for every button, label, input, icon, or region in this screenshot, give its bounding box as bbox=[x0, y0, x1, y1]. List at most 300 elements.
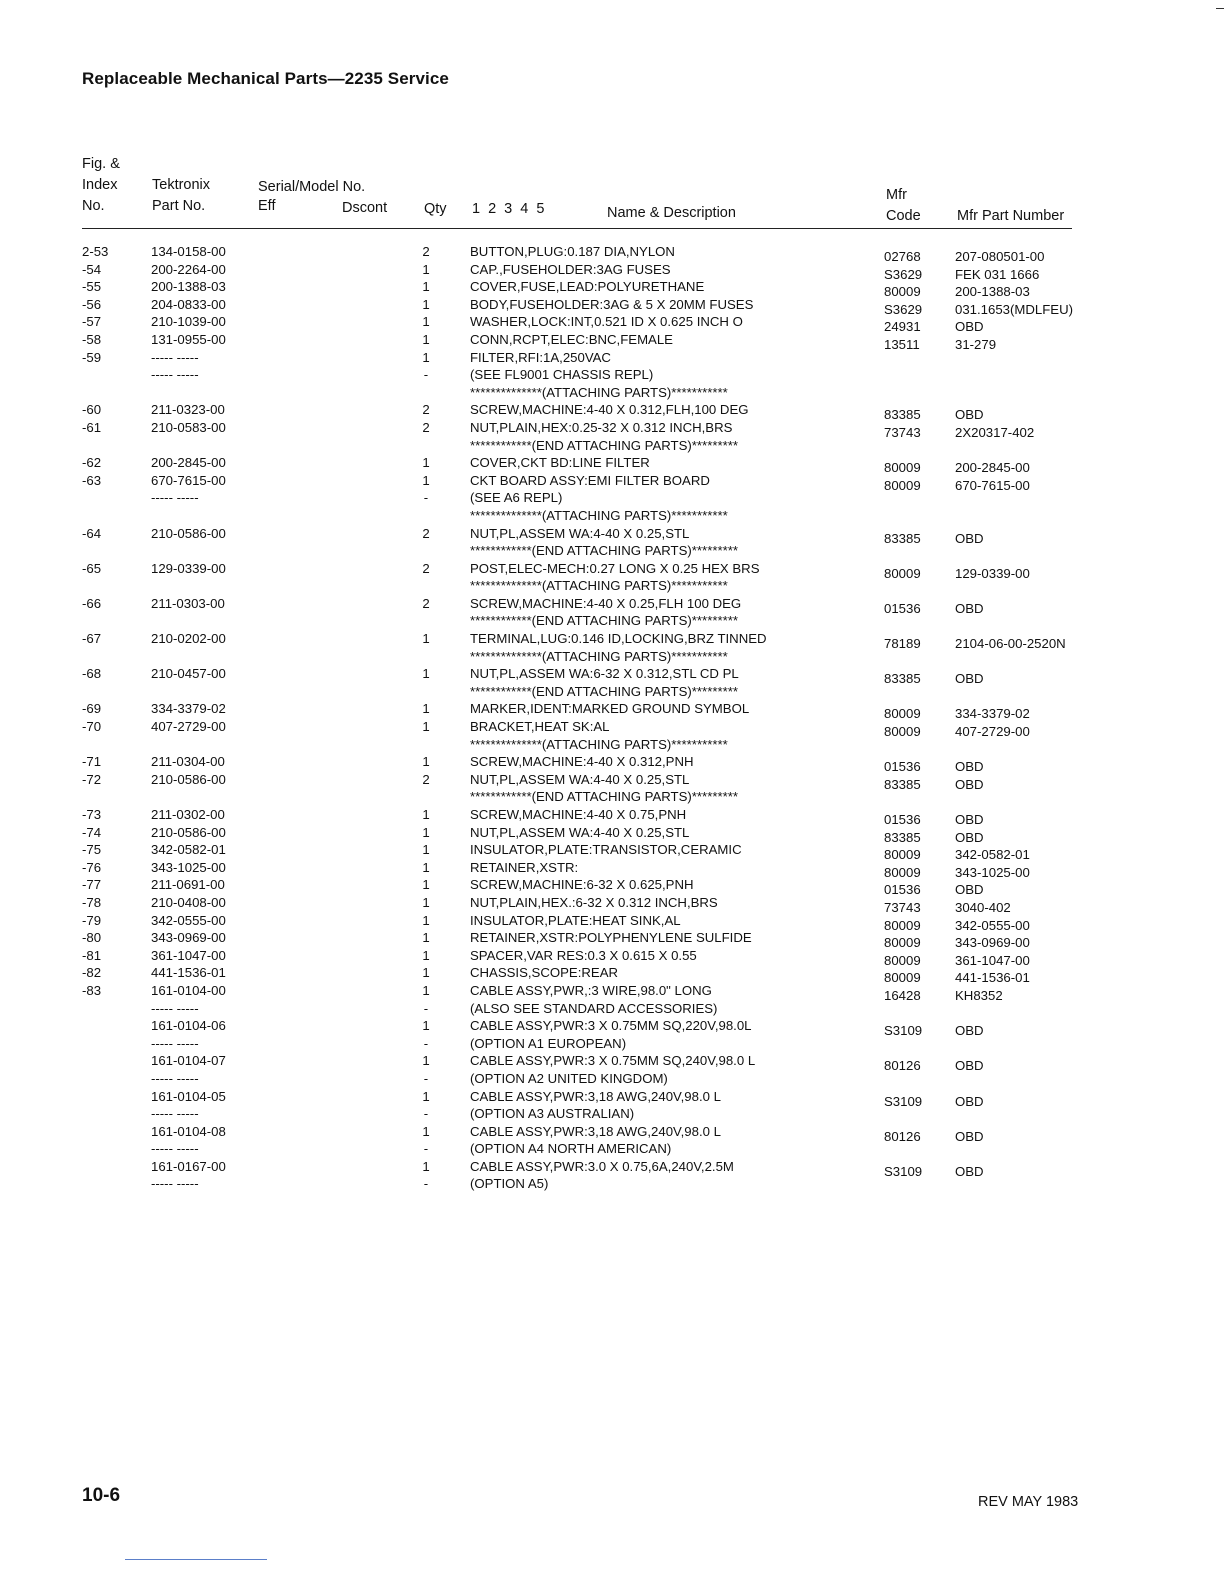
index-cell: -61 bbox=[82, 419, 102, 435]
part-number-cell: ----- ----- bbox=[151, 1141, 199, 1157]
mfr-code-cell: 13511 bbox=[884, 336, 920, 352]
mfr-code-cell: S3109 bbox=[884, 1163, 923, 1179]
mfr-part-number-cell: 342-0555-00 bbox=[955, 917, 1030, 933]
description-cell: CABLE ASSY,PWR:3 X 0.75MM SQ,240V,98.0 L bbox=[470, 1053, 756, 1069]
part-number-cell: 210-0586-00 bbox=[151, 525, 226, 541]
description-cell: CABLE ASSY,PWR:3 X 0.75MM SQ,220V,98.0L bbox=[470, 1018, 752, 1034]
table-row bbox=[0, 366, 1224, 384]
qty-cell: 1 bbox=[422, 261, 430, 277]
mfr-part-number-cell: OBD bbox=[955, 812, 984, 827]
mfr-code-cell: 73743 bbox=[884, 899, 921, 915]
mfr-part-number-cell: OBD bbox=[955, 407, 984, 423]
part-number-cell: 210-0457-00 bbox=[151, 666, 226, 682]
qty-cell: - bbox=[423, 1106, 429, 1122]
table-row bbox=[0, 1088, 1224, 1109]
qty-cell: 1 bbox=[422, 859, 430, 875]
index-cell: -80 bbox=[82, 930, 102, 946]
column-header-mpn: Mfr Part Number bbox=[957, 208, 1065, 224]
mfr-code-cell: 80009 bbox=[884, 847, 921, 863]
mfr-code-cell: 80009 bbox=[884, 864, 921, 880]
description-cell: NUT,PL,ASSEM WA:4-40 X 0.25,STL bbox=[470, 525, 690, 541]
mfr-code-cell: 01536 bbox=[884, 759, 921, 775]
mfr-code-cell: 83385 bbox=[884, 829, 921, 845]
description-cell: RETAINER,XSTR:POLYPHENYLENE SULFIDE bbox=[470, 930, 752, 946]
mfr-part-number-cell: OBD bbox=[955, 1093, 984, 1109]
index-cell: -56 bbox=[82, 296, 102, 312]
bottom-link-underline bbox=[125, 1559, 267, 1560]
index-cell: -79 bbox=[82, 912, 102, 928]
table-row bbox=[0, 700, 1224, 722]
part-number-cell: ----- ----- bbox=[151, 367, 199, 383]
part-number-cell: 211-0303-00 bbox=[151, 595, 225, 611]
table-row bbox=[0, 894, 1224, 915]
mfr-code-cell: 16428 bbox=[884, 987, 921, 1003]
header-rule bbox=[82, 228, 1072, 229]
mfr-part-number-cell: OBD bbox=[955, 829, 984, 845]
part-number-cell: 407-2729-00 bbox=[151, 719, 226, 735]
mfr-part-number-cell: OBD bbox=[955, 319, 984, 335]
description-cell: SPACER,VAR RES:0.3 X 0.615 X 0.55 bbox=[470, 947, 697, 963]
description-cell: **************(ATTACHING PARTS)*********** bbox=[470, 736, 728, 752]
table-row bbox=[0, 560, 1224, 581]
table-row bbox=[0, 630, 1224, 652]
qty-cell: 1 bbox=[422, 455, 430, 471]
mfr-part-number-cell: 200-1388-03 bbox=[955, 284, 1030, 300]
qty-cell: - bbox=[423, 1070, 429, 1086]
description-cell: CHASSIS,SCOPE:REAR bbox=[470, 965, 619, 981]
table-row bbox=[0, 824, 1224, 845]
index-cell: -69 bbox=[82, 701, 102, 717]
revision-date: REV MAY 1983 bbox=[978, 1494, 1079, 1510]
mfr-part-number-cell: FEK 031 1666 bbox=[955, 266, 1040, 282]
qty-cell: 1 bbox=[422, 947, 430, 963]
part-number-cell: 200-2845-00 bbox=[151, 455, 226, 471]
mfr-code-cell: 80009 bbox=[884, 284, 921, 300]
mfr-code-cell: 80009 bbox=[884, 935, 921, 951]
index-cell: -74 bbox=[82, 824, 102, 840]
description-cell: CABLE ASSY,PWR:3.0 X 0.75,6A,240V,2.5M bbox=[470, 1158, 734, 1174]
description-cell: INSULATOR,PLATE:HEAT SINK,AL bbox=[470, 912, 681, 928]
mfr-code-cell: 80009 bbox=[884, 460, 921, 476]
description-cell: MARKER,IDENT:MARKED GROUND SYMBOL bbox=[470, 701, 750, 717]
mfr-code-cell: S3629 bbox=[884, 266, 923, 282]
part-number-cell: 161-0104-07 bbox=[151, 1053, 226, 1069]
column-header-index-line2: Index bbox=[82, 177, 118, 193]
index-cell: -81 bbox=[82, 947, 102, 963]
column-header-serial: Serial/Model No. bbox=[258, 179, 366, 195]
column-header-name: Name & Description bbox=[607, 205, 736, 221]
page-number: 10-6 bbox=[82, 1485, 121, 1506]
table-row bbox=[0, 1158, 1224, 1179]
mfr-part-number-cell: 441-1536-01 bbox=[955, 970, 1030, 986]
qty-cell: 1 bbox=[422, 331, 430, 347]
mfr-code-cell: 02768 bbox=[884, 249, 921, 264]
table-row bbox=[0, 683, 1224, 701]
corner-mark bbox=[1216, 8, 1224, 9]
column-header-mfr bbox=[886, 185, 921, 227]
description-cell: **************(ATTACHING PARTS)*********** bbox=[470, 507, 728, 523]
qty-cell: 1 bbox=[422, 631, 430, 647]
mfr-code-cell: 01536 bbox=[884, 600, 921, 616]
qty-cell: - bbox=[423, 367, 429, 383]
table-row bbox=[0, 841, 1224, 863]
description-cell: CABLE ASSY,PWR:3,18 AWG,240V,98.0 L bbox=[470, 1088, 721, 1104]
index-cell: -68 bbox=[82, 666, 102, 682]
index-cell: -78 bbox=[82, 894, 102, 910]
column-header-part bbox=[152, 175, 210, 217]
part-number-cell: 210-1039-00 bbox=[151, 314, 226, 330]
description-cell: SCREW,MACHINE:4-40 X 0.25,FLH 100 DEG bbox=[470, 595, 742, 611]
table-row bbox=[0, 612, 1224, 630]
part-number-cell: 361-1047-00 bbox=[151, 947, 226, 963]
mfr-code-cell: 01536 bbox=[884, 812, 921, 827]
index-cell: -76 bbox=[82, 859, 102, 875]
mfr-code-cell: 80009 bbox=[884, 970, 921, 986]
mfr-part-number-cell: 343-1025-00 bbox=[955, 864, 1030, 880]
mfr-part-number-cell: 670-7615-00 bbox=[955, 477, 1030, 493]
mfr-part-number-cell: 031.1653(MDLFEU) bbox=[955, 301, 1074, 317]
mfr-part-number-cell: OBD bbox=[955, 600, 984, 616]
table-row bbox=[0, 718, 1224, 740]
mfr-part-number-cell: 361-1047-00 bbox=[955, 952, 1030, 968]
description-cell: WASHER,LOCK:INT,0.521 ID X 0.625 INCH O bbox=[470, 314, 743, 330]
mfr-code-cell: 80009 bbox=[884, 706, 921, 722]
description-cell: BODY,FUSEHOLDER:3AG & 5 X 20MM FUSES bbox=[470, 296, 754, 312]
table-row bbox=[0, 1123, 1224, 1144]
table-row bbox=[0, 454, 1224, 476]
table-row bbox=[0, 419, 1224, 440]
part-number-cell: 161-0104-06 bbox=[151, 1018, 226, 1034]
part-number-cell: ----- ----- bbox=[151, 1035, 199, 1051]
description-cell: CONN,RCPT,ELEC:BNC,FEMALE bbox=[470, 331, 673, 347]
column-header-index-line1: Fig. & bbox=[82, 156, 120, 172]
table-row bbox=[0, 577, 1224, 595]
part-number-cell: 161-0167-00 bbox=[151, 1158, 226, 1174]
mfr-code-cell: 78189 bbox=[884, 636, 921, 652]
table-row bbox=[0, 542, 1224, 560]
description-cell: ************(END ATTACHING PARTS)********* bbox=[470, 683, 738, 699]
column-header-index bbox=[82, 154, 120, 217]
qty-cell: 1 bbox=[422, 1053, 430, 1069]
mfr-part-number-cell: 343-0969-00 bbox=[955, 935, 1030, 951]
part-number-cell: ----- ----- bbox=[151, 1070, 199, 1086]
column-header-part-line2: Part No. bbox=[152, 198, 206, 214]
qty-cell: 1 bbox=[422, 1123, 430, 1139]
qty-cell: 1 bbox=[422, 1018, 430, 1034]
part-number-cell: ----- ----- bbox=[151, 1000, 199, 1016]
mfr-part-number-cell: 200-2845-00 bbox=[955, 460, 1030, 476]
mfr-code-cell: 83385 bbox=[884, 776, 921, 792]
index-cell: -77 bbox=[82, 877, 102, 893]
column-header-dscont: Dscont bbox=[342, 200, 388, 216]
index-cell: 2-53 bbox=[82, 244, 109, 259]
qty-cell: 1 bbox=[422, 912, 430, 928]
mfr-part-number-cell: OBD bbox=[955, 759, 984, 775]
table-row bbox=[0, 1035, 1224, 1053]
qty-cell: 1 bbox=[422, 719, 430, 735]
description-cell: ************(END ATTACHING PARTS)********* bbox=[470, 613, 738, 629]
description-cell: (SEE FL9001 CHASSIS REPL) bbox=[470, 367, 654, 383]
description-cell: CABLE ASSY,PWR,:3 WIRE,98.0" LONG bbox=[470, 982, 712, 998]
column-header-eff: Eff bbox=[258, 198, 276, 214]
mfr-code-cell: 73743 bbox=[884, 424, 921, 440]
description-cell: COVER,FUSE,LEAD:POLYURETHANE bbox=[470, 279, 705, 295]
description-cell: SCREW,MACHINE:4-40 X 0.312,FLH,100 DEG bbox=[470, 402, 749, 418]
mfr-code-cell: S3109 bbox=[884, 1023, 923, 1039]
qty-cell: 1 bbox=[422, 279, 430, 295]
index-cell: -62 bbox=[82, 455, 102, 471]
qty-cell: 1 bbox=[422, 894, 430, 910]
mfr-part-number-cell: 207-080501-00 bbox=[955, 249, 1045, 264]
description-cell: POST,ELEC-MECH:0.27 LONG X 0.25 HEX BRS bbox=[470, 560, 760, 576]
index-cell: -65 bbox=[82, 560, 102, 576]
mfr-code-cell: 80126 bbox=[884, 1128, 921, 1144]
description-cell: (OPTION A2 UNITED KINGDOM) bbox=[470, 1070, 668, 1086]
description-cell: (OPTION A4 NORTH AMERICAN) bbox=[470, 1141, 672, 1157]
page-header: Replaceable Mechanical Parts—2235 Service bbox=[82, 69, 449, 88]
mfr-part-number-cell: OBD bbox=[955, 1163, 984, 1179]
index-cell: -71 bbox=[82, 754, 102, 770]
description-cell: **************(ATTACHING PARTS)*********** bbox=[470, 578, 728, 594]
qty-cell: 1 bbox=[422, 1088, 430, 1104]
qty-cell: 2 bbox=[422, 771, 430, 787]
mfr-part-number-cell: OBD bbox=[955, 1023, 984, 1039]
qty-cell: 1 bbox=[422, 930, 430, 946]
description-cell: CAP.,FUSEHOLDER:3AG FUSES bbox=[470, 261, 671, 277]
description-cell: ************(END ATTACHING PARTS)********* bbox=[470, 789, 738, 805]
table-row bbox=[0, 313, 1224, 335]
qty-cell: - bbox=[423, 1176, 429, 1192]
qty-cell: 2 bbox=[422, 560, 430, 576]
table-row bbox=[0, 736, 1224, 754]
index-cell: -58 bbox=[82, 331, 102, 347]
qty-cell: - bbox=[423, 1000, 429, 1016]
table-row bbox=[0, 859, 1224, 880]
index-cell: -72 bbox=[82, 771, 102, 787]
description-cell: FILTER,RFI:1A,250VAC bbox=[470, 349, 611, 365]
mfr-code-cell: 80009 bbox=[884, 565, 921, 581]
parts-table bbox=[0, 243, 1224, 1193]
table-row bbox=[0, 595, 1224, 616]
part-number-cell: 200-2264-00 bbox=[151, 261, 226, 277]
qty-cell: 1 bbox=[422, 1158, 430, 1174]
description-cell: CABLE ASSY,PWR:3,18 AWG,240V,98.0 L bbox=[470, 1123, 721, 1139]
mfr-part-number-cell: OBD bbox=[955, 530, 984, 546]
table-row bbox=[0, 437, 1224, 455]
description-cell: **************(ATTACHING PARTS)*********** bbox=[470, 384, 728, 400]
part-number-cell: 342-0555-00 bbox=[151, 912, 226, 928]
qty-cell: 1 bbox=[422, 982, 430, 998]
description-cell: (OPTION A1 EUROPEAN) bbox=[470, 1035, 627, 1051]
qty-cell: - bbox=[423, 490, 429, 506]
description-cell: SCREW,MACHINE:6-32 X 0.625,PNH bbox=[470, 877, 694, 893]
part-number-cell: 441-1536-01 bbox=[151, 965, 226, 981]
part-number-cell: 343-0969-00 bbox=[151, 930, 226, 946]
qty-cell: 2 bbox=[422, 419, 430, 435]
part-number-cell: 211-0304-00 bbox=[151, 754, 225, 770]
table-row bbox=[0, 331, 1224, 352]
part-number-cell: 210-0583-00 bbox=[151, 419, 226, 435]
part-number-cell: 161-0104-00 bbox=[151, 982, 226, 998]
table-row bbox=[0, 507, 1224, 525]
mfr-code-cell: 83385 bbox=[884, 407, 921, 423]
part-number-cell: 161-0104-08 bbox=[151, 1123, 226, 1139]
mfr-part-number-cell: 31-279 bbox=[955, 336, 997, 352]
part-number-cell: 210-0586-00 bbox=[151, 824, 226, 840]
index-cell: -55 bbox=[82, 279, 102, 295]
part-number-cell: 334-3379-02 bbox=[151, 701, 226, 717]
description-cell: ************(END ATTACHING PARTS)********* bbox=[470, 437, 738, 453]
mfr-part-number-cell: OBD bbox=[955, 882, 984, 898]
part-number-cell: 343-1025-00 bbox=[151, 859, 226, 875]
mfr-part-number-cell: KH8352 bbox=[955, 987, 1003, 1003]
table-row bbox=[0, 1017, 1224, 1039]
index-cell: -64 bbox=[82, 525, 102, 541]
table-row bbox=[0, 982, 1224, 1003]
mfr-code-cell: 80126 bbox=[884, 1058, 921, 1074]
qty-cell: 2 bbox=[422, 525, 430, 541]
qty-cell: 1 bbox=[422, 807, 430, 822]
table-row bbox=[0, 1140, 1224, 1158]
mfr-code-cell: S3629 bbox=[884, 301, 923, 317]
description-cell: ************(END ATTACHING PARTS)********* bbox=[470, 543, 738, 559]
qty-cell: 1 bbox=[422, 472, 430, 488]
mfr-part-number-cell: 129-0339-00 bbox=[955, 565, 1030, 581]
table-row bbox=[0, 929, 1224, 951]
qty-cell: 1 bbox=[422, 965, 430, 981]
table-row bbox=[0, 912, 1224, 933]
table-row bbox=[0, 525, 1224, 546]
index-cell: -67 bbox=[82, 631, 102, 647]
description-cell: (SEE A6 REPL) bbox=[470, 490, 563, 506]
description-cell: (OPTION A3 AUSTRALIAN) bbox=[470, 1106, 635, 1122]
table-row bbox=[0, 401, 1224, 423]
index-cell: -59 bbox=[82, 349, 102, 365]
description-cell: SCREW,MACHINE:4-40 X 0.75,PNH bbox=[470, 807, 687, 822]
table-row bbox=[0, 384, 1224, 402]
qty-cell: 2 bbox=[422, 595, 430, 611]
table-row bbox=[0, 665, 1224, 687]
column-header-qty: Qty bbox=[424, 201, 447, 217]
mfr-part-number-cell: 342-0582-01 bbox=[955, 847, 1030, 863]
index-cell: -82 bbox=[82, 965, 102, 981]
index-cell: -73 bbox=[82, 807, 102, 822]
qty-cell: 1 bbox=[422, 842, 430, 858]
qty-cell: - bbox=[423, 1035, 429, 1051]
description-cell: (OPTION A5) bbox=[470, 1176, 549, 1192]
column-header-index-line3: No. bbox=[82, 198, 105, 214]
mfr-part-number-cell: 3040-402 bbox=[955, 899, 1011, 915]
description-cell: BRACKET,HEAT SK:AL bbox=[470, 719, 610, 735]
table-row bbox=[0, 771, 1224, 792]
table-row bbox=[0, 947, 1224, 968]
description-cell: NUT,PLAIN,HEX.:6-32 X 0.312 INCH,BRS bbox=[470, 894, 718, 910]
part-number-cell: 210-0408-00 bbox=[151, 894, 226, 910]
mfr-part-number-cell: OBD bbox=[955, 776, 984, 792]
qty-cell: 1 bbox=[422, 754, 430, 770]
table-row bbox=[0, 243, 1224, 264]
table-row bbox=[0, 876, 1224, 898]
table-row bbox=[0, 472, 1224, 493]
mfr-code-cell: 24931 bbox=[884, 319, 921, 335]
qty-cell: 2 bbox=[422, 402, 430, 418]
part-number-cell: 131-0955-00 bbox=[151, 331, 226, 347]
description-cell: BUTTON,PLUG:0.187 DIA,NYLON bbox=[470, 244, 675, 259]
table-row bbox=[0, 1052, 1224, 1074]
mfr-code-cell: 80009 bbox=[884, 952, 921, 968]
description-cell: CKT BOARD ASSY:EMI FILTER BOARD bbox=[470, 472, 710, 488]
qty-cell: 1 bbox=[422, 824, 430, 840]
qty-cell: 2 bbox=[422, 244, 430, 259]
description-cell: RETAINER,XSTR: bbox=[470, 859, 579, 875]
qty-cell: 1 bbox=[422, 877, 430, 893]
index-cell: -66 bbox=[82, 595, 102, 611]
mfr-code-cell: S3109 bbox=[884, 1093, 923, 1109]
mfr-code-cell: 80009 bbox=[884, 724, 921, 740]
part-number-cell: 342-0582-01 bbox=[151, 842, 226, 858]
description-cell: (ALSO SEE STANDARD ACCESSORIES) bbox=[470, 1000, 718, 1016]
description-cell: NUT,PLAIN,HEX:0.25-32 X 0.312 INCH,BRS bbox=[470, 419, 733, 435]
qty-cell: 1 bbox=[422, 701, 430, 717]
mfr-part-number-cell: 2X20317-402 bbox=[955, 424, 1035, 440]
part-number-cell: 134-0158-00 bbox=[151, 244, 226, 259]
mfr-part-number-cell: OBD bbox=[955, 671, 984, 687]
part-number-cell: 670-7615-00 bbox=[151, 472, 226, 488]
description-cell: NUT,PL,ASSEM WA:4-40 X 0.25,STL bbox=[470, 771, 690, 787]
table-row bbox=[0, 349, 1224, 367]
part-number-cell: 210-0202-00 bbox=[151, 631, 226, 647]
qty-cell: - bbox=[423, 1141, 429, 1157]
index-cell: -70 bbox=[82, 719, 102, 735]
column-header-part-line1: Tektronix bbox=[152, 177, 211, 193]
description-cell: **************(ATTACHING PARTS)*********** bbox=[470, 648, 728, 664]
index-cell: -60 bbox=[82, 402, 102, 418]
table-row bbox=[0, 1105, 1224, 1123]
index-cell: -63 bbox=[82, 472, 102, 488]
index-cell: -75 bbox=[82, 842, 102, 858]
description-cell: TERMINAL,LUG:0.146 ID,LOCKING,BRZ TINNED bbox=[470, 631, 767, 647]
mfr-part-number-cell: 334-3379-02 bbox=[955, 706, 1030, 722]
description-cell: INSULATOR,PLATE:TRANSISTOR,CERAMIC bbox=[470, 842, 742, 858]
mfr-code-cell: 80009 bbox=[884, 917, 921, 933]
mfr-part-number-cell: 2104-06-00-2520N bbox=[955, 636, 1066, 652]
part-number-cell: 210-0586-00 bbox=[151, 771, 226, 787]
table-row bbox=[0, 1000, 1224, 1018]
description-cell: NUT,PL,ASSEM WA:4-40 X 0.25,STL bbox=[470, 824, 690, 840]
mfr-part-number-cell: 407-2729-00 bbox=[955, 724, 1030, 740]
qty-cell: 1 bbox=[422, 314, 430, 330]
part-number-cell: 211-0691-00 bbox=[151, 877, 225, 893]
index-cell: -57 bbox=[82, 314, 102, 330]
column-header-levels: 1 2 3 4 5 bbox=[472, 201, 545, 217]
table-row bbox=[0, 806, 1224, 827]
part-number-cell: 200-1388-03 bbox=[151, 279, 226, 295]
table-row bbox=[0, 1175, 1224, 1193]
mfr-part-number-cell: OBD bbox=[955, 1128, 984, 1144]
table-row bbox=[0, 788, 1224, 806]
index-cell: -54 bbox=[82, 261, 102, 277]
part-number-cell: ----- ----- bbox=[151, 1106, 199, 1122]
column-header-mfr-line2: Code bbox=[886, 208, 921, 224]
table-row bbox=[0, 1070, 1224, 1088]
table-row bbox=[0, 753, 1224, 775]
part-number-cell: 161-0104-05 bbox=[151, 1088, 226, 1104]
qty-cell: 1 bbox=[422, 666, 430, 682]
part-number-cell: ----- ----- bbox=[151, 1176, 199, 1192]
table-row bbox=[0, 964, 1224, 986]
mfr-part-number-cell: OBD bbox=[955, 1058, 984, 1074]
table-row bbox=[0, 278, 1224, 300]
